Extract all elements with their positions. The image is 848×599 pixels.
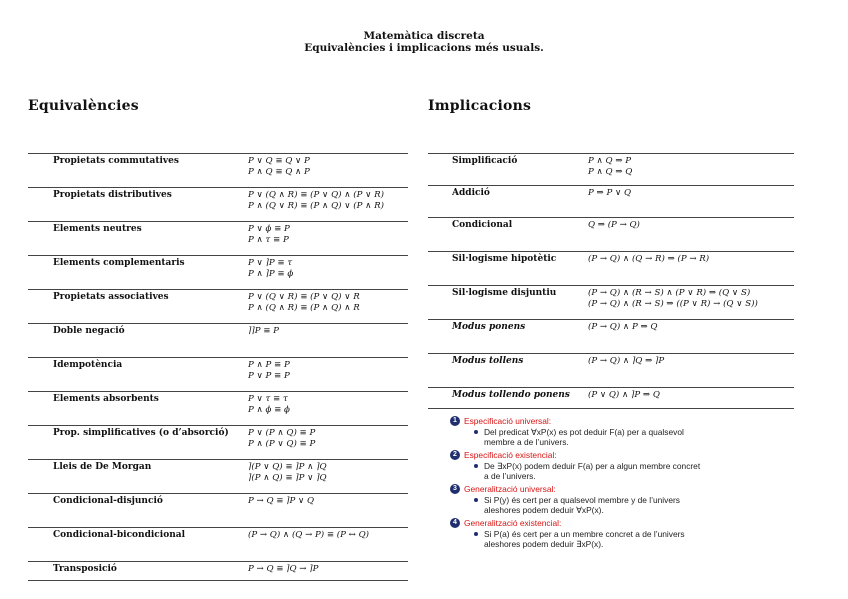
list-item [450,517,830,549]
rule-name: Condicional [452,220,513,230]
description-line: aleshores podem deduir ∃xP(x). [484,539,604,549]
formula-line: P → Q ≡ ⌉Q → ⌉P [248,564,319,574]
rule-formula [588,390,660,401]
table-row [28,493,408,527]
description-line: aleshores podem deduir ∀xP(x). [484,505,604,515]
rule-name: Modus ponens [452,322,526,332]
rule-name: Lleis de De Morgan [53,462,152,472]
formula-line: P ∧ (Q ∨ R) ≡ (P ∧ Q) ∨ (P ∧ R) [248,201,384,211]
rule-name: Propietats commutatives [53,156,179,166]
rule-formula [248,394,290,416]
rule-title: Especificació universal: [464,416,552,426]
rule-heading [450,517,830,529]
table-row [28,391,408,425]
rule-formula [248,360,290,382]
table-row [28,459,408,493]
equivalences-heading: Equivalències [28,98,139,114]
rule-name: Simplificació [452,156,518,166]
table-row [28,289,408,323]
rule-formula [248,258,293,280]
table-row [28,153,408,187]
rule-description [450,529,830,549]
rule-formula [248,530,369,541]
rule-formula [248,190,384,212]
rule-formula [588,254,709,265]
formula-line: P ∨ τ ≡ τ [248,394,288,404]
table-row [428,185,794,217]
table-bottom-rule [428,408,794,409]
formula-line: P ∨ P ≡ P [248,371,290,381]
formula-line: (P ∨ Q) ∧ ⌉P ⇒ Q [588,390,660,400]
rule-title: Generalització existencial: [464,518,562,528]
description-line: a de l’univers. [484,471,536,481]
rule-formula [248,496,314,507]
enumeration-badge: 1 [450,416,460,426]
rule-title: Especificació existencial: [464,450,557,460]
implications-table [428,153,794,409]
rule-formula [588,322,657,333]
rule-name: Propietats distributives [53,190,172,200]
formula-line: P ∨ ϕ ≡ P [248,224,290,234]
rule-formula [248,156,310,178]
rule-name: Addició [452,188,490,198]
formula-line: (P → Q) ∧ (Q → R) ⇒ (P → R) [588,254,710,264]
formula-line: ⌉(P ∨ Q) ≡ ⌉P ∧ ⌉Q [248,462,327,472]
rule-name: Elements neutres [53,224,142,234]
rule-name: Modus tollendo ponens [452,390,570,400]
rule-description [450,495,830,515]
formula-line: P ∧ Q ⇒ Q [588,167,633,177]
table-row [428,285,794,319]
rule-heading [450,449,830,461]
enumeration-badge: 3 [450,484,460,494]
table-row [28,357,408,391]
rule-formula [248,292,360,314]
formula-line: Q ⇒ (P → Q) [588,220,640,230]
bullet-icon [474,532,478,536]
rule-formula [588,188,631,199]
table-row [28,425,408,459]
rule-heading [450,483,830,495]
rule-name: Elements complementaris [53,258,185,268]
table-row [428,319,794,353]
page-subtitle: Equivalències i implicacions més usuals. [304,42,544,54]
rule-formula [248,326,279,337]
table-row [28,255,408,289]
rule-name: Condicional-bicondicional [53,530,185,540]
quantifier-rules-list [450,415,830,551]
rule-description [450,427,830,447]
description-line: De ∃xP(x) podem deduir F(a) per a algun membre concret [484,461,701,471]
formula-line: P ∧ P ≡ P [248,360,290,370]
formula-line: P ∧ τ ≡ P [248,235,289,245]
table-row [428,353,794,387]
formula-line: (P → Q) ∧ P ⇒ Q [588,322,658,332]
formula-line: P ∧ (P ∨ Q) ≡ P [248,439,316,449]
formula-line: P ∨ (Q ∨ R) ≡ (P ∨ Q) ∨ R [248,292,360,302]
table-bottom-rule [28,580,408,581]
enumeration-badge: 2 [450,450,460,460]
page-title: Matemàtica discreta [363,30,485,42]
formula-line: P → Q ≡ ⌉P ∨ Q [248,496,315,506]
description-line: Si P(y) és cert per a qualsevol membre y de l’univers [484,495,680,505]
bullet-icon [474,464,478,468]
table-row [428,387,794,408]
enumeration-badge: 4 [450,518,460,528]
table-row [28,323,408,357]
description-line: membre a de l’univers. [484,437,569,447]
equivalences-table [28,153,408,581]
formula-line: P ∧ (Q ∧ R) ≡ (P ∧ Q) ∧ R [248,303,360,313]
bullet-icon [474,498,478,502]
formula-line: P ∨ (Q ∧ R) ≡ (P ∨ Q) ∧ (P ∨ R) [248,190,384,200]
formula-line: P ∨ Q ≡ Q ∨ P [248,156,310,166]
formula-line: (P → Q) ∧ (R → S) ⇒ ((P ∨ R) → (Q ∨ S)) [588,299,758,309]
formula-line: P ∨ (P ∧ Q) ≡ P [248,428,316,438]
rule-name: Elements absorbents [53,394,159,404]
formula-line: P ⇒ P ∨ Q [588,188,632,198]
rule-formula [588,156,632,178]
implications-heading: Implicacions [428,98,532,114]
rule-name: Sil·logisme disjuntiu [452,288,557,298]
rule-title: Generalització universal: [464,484,556,494]
formula-line: ⌉(P ∧ Q) ≡ ⌉P ∨ ⌉Q [248,473,327,483]
formula-line: P ∧ ϕ ≡ ϕ [248,405,290,415]
table-row [28,561,408,580]
table-row [28,221,408,255]
formula-line: (P → Q) ∧ ⌉Q ⇒ ⌉P [588,356,665,366]
table-row [428,153,794,185]
rule-name: Condicional-disjunció [53,496,163,506]
formula-line: P ∧ ⌉P ≡ ϕ [248,269,294,279]
list-item [450,449,830,481]
rule-name: Idempotència [53,360,123,370]
rule-formula [588,288,758,310]
formula-line: ⌉⌉P ≡ P [248,326,279,336]
formula-line: P ∧ Q ≡ Q ∧ P [248,167,310,177]
description-line: Del predicat ∀xP(x) es pot deduir F(a) per a qualsevol [484,427,684,437]
rule-name: Doble negació [53,326,125,336]
formula-line: (P → Q) ∧ (Q → P) ≡ (P ↔ Q) [248,530,370,540]
table-row [28,527,408,561]
description-line: Si P(a) és cert per a un membre concret a de l’univers [484,529,685,539]
list-item [450,483,830,515]
list-item [450,415,830,447]
rule-formula [588,220,640,231]
rule-name: Prop. simplificatives (o d’absorció) [53,428,229,438]
rule-heading [450,415,830,427]
table-row [428,251,794,285]
table-row [28,187,408,221]
formula-line: P ∨ ⌉P ≡ τ [248,258,293,268]
rule-formula [588,356,664,367]
rule-name: Modus tollens [452,356,524,366]
rule-formula [248,564,318,575]
formula-line: P ∧ Q ⇒ P [588,156,632,166]
rule-description [450,461,830,481]
rule-name: Propietats associatives [53,292,169,302]
rule-name: Transposició [53,564,117,574]
formula-line: (P → Q) ∧ (R → S) ∧ (P ∨ R) ⇒ (Q ∨ S) [588,288,751,298]
rule-formula [248,462,327,484]
rule-formula [248,428,315,450]
table-row [428,217,794,251]
rule-formula [248,224,290,246]
rule-name: Sil·logisme hipotètic [452,254,557,264]
bullet-icon [474,430,478,434]
